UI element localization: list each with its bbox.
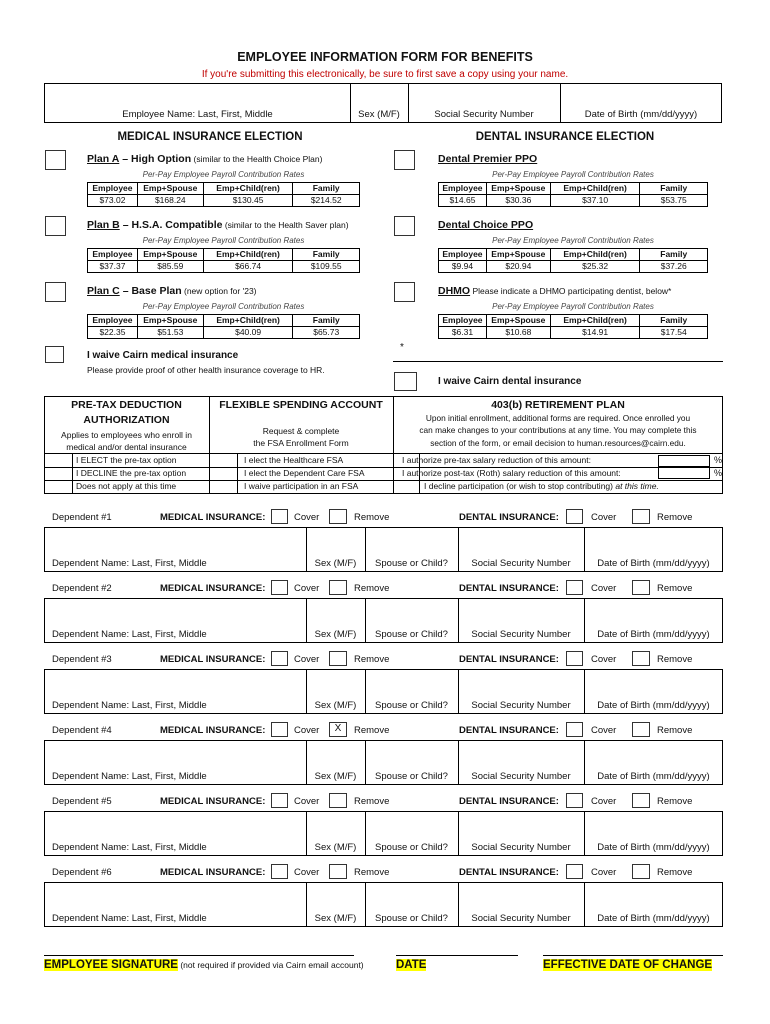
- dependent-name-field[interactable]: [45, 599, 305, 625]
- save-instruction: If you're submitting this electronically, be sure to first save a copy using your name.: [201, 69, 569, 80]
- effective-date-field[interactable]: [543, 935, 723, 954]
- medical-rates-caption: Per-Pay Employee Payroll Contribution Rates: [142, 170, 305, 179]
- dependent-medical-remove-label: Remove: [354, 725, 390, 736]
- dependent-dob-field[interactable]: [585, 812, 722, 838]
- dependent-medical-label: MEDICAL INSURANCE:: [160, 512, 266, 523]
- rate-header: Employee: [439, 183, 487, 195]
- dependent-relation-label: Spouse or Child?: [375, 629, 448, 640]
- medical-rates-caption: Per-Pay Employee Payroll Contribution Rates: [142, 302, 305, 311]
- employee-name-field[interactable]: [45, 84, 349, 106]
- dependent-dob-label: Date of Birth (mm/dd/yyyy): [597, 842, 710, 853]
- dependent-medical-remove-label: Remove: [354, 867, 390, 878]
- rate-value: $37.26: [640, 261, 708, 273]
- dental-plan-1-title: [438, 153, 537, 165]
- medical-rates-caption: Per-Pay Employee Payroll Contribution Rates: [142, 236, 305, 245]
- dental-heading: DENTAL INSURANCE ELECTION: [475, 131, 655, 143]
- rate-header: Emp+Spouse: [486, 183, 550, 195]
- medical-plan-3-note: (new option for '23): [181, 286, 257, 296]
- roth-amount-input[interactable]: [658, 467, 710, 479]
- fsa-option-3-checkbox[interactable]: [210, 481, 236, 492]
- retirement-pretax-label: I authorize pre-tax salary reduction of this amount:: [402, 455, 591, 465]
- dependent-medical-cover-label: Cover: [294, 654, 320, 665]
- dependent-ssn-label: Social Security Number: [471, 913, 571, 924]
- medical-plan-2-checkbox[interactable]: [45, 216, 66, 236]
- dhmo-dentist-field[interactable]: [408, 342, 720, 360]
- check-mark: [330, 865, 346, 878]
- dependent-dental-cover-checkbox[interactable]: [566, 580, 583, 595]
- dependent-dob-field[interactable]: [585, 528, 722, 554]
- dependent-relation-field[interactable]: [366, 670, 457, 696]
- dependent-medical-remove-checkbox[interactable]: [329, 793, 347, 808]
- dental-plan-1-name: Dental Premier PPO: [438, 153, 538, 165]
- dependent-relation-label: Spouse or Child?: [375, 913, 448, 924]
- waive-medical-label: I waive Cairn medical insurance: [87, 350, 239, 361]
- pretax-option-1-checkbox[interactable]: [45, 455, 71, 466]
- rate-value: $22.35: [88, 327, 138, 339]
- employee-ssn-field[interactable]: [409, 84, 559, 106]
- dependent-dental-cover-label: Cover: [591, 583, 617, 594]
- dependent-dob-label: Date of Birth (mm/dd/yyyy): [597, 629, 710, 640]
- fsa-desc: Request & complete: [262, 426, 340, 436]
- dependent-ssn-field[interactable]: [459, 883, 583, 909]
- dependent-dental-cover-checkbox[interactable]: [566, 864, 583, 879]
- rate-header: Emp+Spouse: [137, 315, 203, 327]
- pretax-option-1: I ELECT the pre-tax option: [76, 455, 177, 465]
- dependent-dental-label: DENTAL INSURANCE:: [459, 512, 559, 523]
- retirement-decline-text: I decline participation (or wish to stop contributing): [424, 481, 616, 491]
- fsa-option-3: I waive participation in an FSA: [244, 481, 359, 491]
- medical-plan-3-checkbox[interactable]: [45, 282, 66, 302]
- dependent-relation-field[interactable]: [366, 812, 457, 838]
- medical-plan-3-name: Plan C: [87, 285, 120, 297]
- rate-value: $25.32: [550, 261, 640, 273]
- dependent-relation-label: Spouse or Child?: [375, 771, 448, 782]
- dependent-sex-field[interactable]: [307, 528, 364, 554]
- dependent-name-label: Dependent Name: Last, First, Middle: [52, 842, 207, 853]
- rate-header: Emp+Child(ren): [550, 315, 640, 327]
- dependent-dental-remove-label: Remove: [657, 725, 693, 736]
- pretax-title-2: AUTHORIZATION: [83, 414, 170, 426]
- dependent-dental-label: DENTAL INSURANCE:: [459, 867, 559, 878]
- dependent-name-field[interactable]: [45, 670, 305, 696]
- employee-dob-field[interactable]: [561, 84, 721, 106]
- rate-header: Emp+Child(ren): [203, 249, 293, 261]
- rate-header: Emp+Child(ren): [203, 315, 293, 327]
- dependent-sex-label: Sex (M/F): [314, 629, 357, 640]
- dental-plan-3-note: Please indicate a DHMO participating dentist, below*: [470, 286, 672, 296]
- dependent-sex-field[interactable]: [307, 599, 364, 625]
- check-mark: [330, 794, 346, 807]
- dental-plan-3-title: [438, 285, 671, 297]
- dependent-dob-field[interactable]: [585, 670, 722, 696]
- dependent-name-label: Dependent Name: Last, First, Middle: [52, 913, 207, 924]
- dependent-name-label: Dependent Name: Last, First, Middle: [52, 629, 207, 640]
- medical-plan-1-note: (similar to the Health Choice Plan): [191, 154, 323, 164]
- dependent-name-label: Dependent Name: Last, First, Middle: [52, 558, 207, 569]
- rate-value: $73.02: [88, 195, 138, 207]
- pretax-option-3-checkbox[interactable]: [45, 481, 71, 492]
- check-mark: X: [334, 723, 342, 734]
- retirement-option-3-checkbox[interactable]: [394, 481, 418, 492]
- waive-dental-checkbox[interactable]: [394, 372, 417, 391]
- medical-plan-1-desc: – High Option: [122, 153, 192, 165]
- dependent-dental-remove-label: Remove: [657, 867, 693, 878]
- rate-value: $65.73: [293, 327, 360, 339]
- dependent-dental-label: DENTAL INSURANCE:: [459, 583, 559, 594]
- dependent-medical-label: MEDICAL INSURANCE:: [160, 725, 266, 736]
- dental-plan-2-checkbox[interactable]: [394, 216, 415, 236]
- rate-value: $9.94: [439, 261, 487, 273]
- dependent-dental-remove-checkbox[interactable]: [632, 722, 650, 737]
- dependent-medical-cover-checkbox[interactable]: [271, 722, 288, 737]
- dependent-dental-remove-label: Remove: [657, 583, 693, 594]
- dependent-dental-remove-label: Remove: [657, 796, 693, 807]
- rate-header: Emp+Child(ren): [550, 183, 640, 195]
- employee-name-label: Employee Name: Last, First, Middle: [122, 109, 273, 120]
- dependent-medical-remove-label: Remove: [354, 654, 390, 665]
- waive-medical-note: Please provide proof of other health insurance coverage to HR.: [87, 365, 325, 375]
- rate-header: Family: [640, 249, 708, 261]
- dental-rates-caption: Per-Pay Employee Payroll Contribution Rates: [492, 236, 654, 245]
- dependent-label: Dependent #1: [52, 512, 112, 523]
- dependent-dental-label: DENTAL INSURANCE:: [459, 654, 559, 665]
- pretax-desc-2: medical and/or dental insurance: [66, 442, 187, 452]
- dependent-medical-cover-checkbox[interactable]: [271, 864, 288, 879]
- dependent-medical-cover-checkbox[interactable]: [271, 509, 288, 524]
- check-mark: [330, 581, 346, 594]
- rate-value: $85.59: [137, 261, 203, 273]
- rate-value: $20.94: [486, 261, 550, 273]
- dependent-medical-remove-label: Remove: [354, 512, 390, 523]
- dependent-medical-label: MEDICAL INSURANCE:: [160, 796, 266, 807]
- dependent-label: Dependent #6: [52, 867, 112, 878]
- dependent-relation-label: Spouse or Child?: [375, 558, 448, 569]
- dependent-dental-remove-checkbox[interactable]: [632, 509, 650, 524]
- rate-value: $66.74: [203, 261, 293, 273]
- dependent-medical-label: MEDICAL INSURANCE:: [160, 867, 266, 878]
- rate-header: Employee: [439, 315, 487, 327]
- pretax-option-2-checkbox[interactable]: [45, 468, 71, 479]
- dependent-dental-cover-label: Cover: [591, 512, 617, 523]
- rate-value: $37.37: [88, 261, 138, 273]
- dependent-dental-label: DENTAL INSURANCE:: [459, 725, 559, 736]
- rate-header: Employee: [88, 183, 138, 195]
- dependent-sex-label: Sex (M/F): [314, 913, 357, 924]
- dental-plan-2-rates-table: [438, 248, 708, 273]
- waive-medical-checkbox[interactable]: [45, 346, 64, 363]
- dependent-sex-field[interactable]: [307, 812, 364, 838]
- dependent-medical-remove-checkbox[interactable]: [329, 509, 347, 524]
- dependent-name-field[interactable]: [45, 812, 305, 838]
- dependent-ssn-label: Social Security Number: [471, 842, 571, 853]
- date-label: DATE: [396, 959, 427, 971]
- dependent-relation-field[interactable]: [366, 528, 457, 554]
- dependent-dental-remove-checkbox[interactable]: [632, 651, 650, 666]
- medical-plan-1-rates-table: [87, 182, 360, 207]
- retirement-decline-emphasis: at this time.: [615, 481, 659, 491]
- employee-sex-field[interactable]: [351, 84, 407, 106]
- dependent-medical-remove-checkbox[interactable]: [329, 651, 347, 666]
- effective-date-label: EFFECTIVE DATE OF CHANGE: [543, 959, 713, 971]
- signature-label: EMPLOYEE SIGNATURE: [44, 959, 178, 971]
- rate-header: Family: [293, 249, 360, 261]
- waive-dental-label: I waive Cairn dental insurance: [438, 376, 582, 387]
- dental-rates-caption: Per-Pay Employee Payroll Contribution Rates: [492, 170, 654, 179]
- fsa-option-1: I elect the Healthcare FSA: [244, 455, 344, 465]
- retirement-desc: Upon initial enrollment, additional forms are required. Once enrolled you: [425, 413, 691, 423]
- dependent-label: Dependent #3: [52, 654, 112, 665]
- rate-value: $53.75: [640, 195, 708, 207]
- medical-plan-2-rates-table: [87, 248, 360, 273]
- dependent-medical-cover-checkbox[interactable]: [271, 793, 288, 808]
- dependent-medical-remove-label: Remove: [354, 796, 390, 807]
- medical-plan-1-checkbox[interactable]: [45, 150, 66, 170]
- dental-plan-1-checkbox[interactable]: [394, 150, 415, 170]
- dependent-relation-field[interactable]: [366, 741, 457, 767]
- dependent-sex-field[interactable]: [307, 883, 364, 909]
- dependent-dob-field[interactable]: [585, 883, 722, 909]
- rate-value: $214.52: [293, 195, 360, 207]
- dependent-label: Dependent #5: [52, 796, 112, 807]
- dependent-dob-label: Date of Birth (mm/dd/yyyy): [597, 700, 710, 711]
- dependent-ssn-field[interactable]: [459, 599, 583, 625]
- medical-heading: MEDICAL INSURANCE ELECTION: [117, 131, 303, 143]
- dependent-sex-label: Sex (M/F): [314, 842, 357, 853]
- medical-plan-2-title: [87, 219, 349, 231]
- rate-header: Employee: [88, 249, 138, 261]
- dependent-label: Dependent #2: [52, 583, 112, 594]
- medical-plan-2-desc: – H.S.A. Compatible: [122, 219, 223, 231]
- dependent-relation-field[interactable]: [366, 883, 457, 909]
- pretax-title: PRE-TAX DEDUCTION: [71, 399, 182, 411]
- rate-header: Family: [293, 315, 360, 327]
- dependent-dental-cover-checkbox[interactable]: [566, 722, 583, 737]
- dependent-dental-cover-label: Cover: [591, 725, 617, 736]
- employee-sex-label: Sex (M/F): [358, 109, 400, 120]
- page-title: EMPLOYEE INFORMATION FORM FOR BENEFITS: [237, 50, 533, 64]
- dependent-name-field[interactable]: [45, 883, 305, 909]
- dependent-ssn-label: Social Security Number: [471, 629, 571, 640]
- dependent-medical-cover-label: Cover: [294, 796, 320, 807]
- dependent-dental-cover-checkbox[interactable]: [566, 509, 583, 524]
- dependent-ssn-label: Social Security Number: [471, 771, 571, 782]
- rate-header: Family: [640, 183, 708, 195]
- retirement-title: 403(b) RETIREMENT PLAN: [491, 399, 625, 411]
- dependent-dental-cover-label: Cover: [591, 796, 617, 807]
- fsa-option-2: I elect the Dependent Care FSA: [244, 468, 365, 478]
- dependent-name-label: Dependent Name: Last, First, Middle: [52, 771, 207, 782]
- dependent-dental-cover-label: Cover: [591, 867, 617, 878]
- dependent-dental-cover-label: Cover: [591, 654, 617, 665]
- rate-value: $17.54: [640, 327, 708, 339]
- pretax-option-2: I DECLINE the pre-tax option: [76, 468, 187, 478]
- dependent-name-field[interactable]: [45, 528, 305, 554]
- dependent-medical-cover-label: Cover: [294, 725, 320, 736]
- dependent-ssn-label: Social Security Number: [471, 558, 571, 569]
- dental-plan-3-name: DHMO: [438, 285, 471, 297]
- date-field[interactable]: [396, 935, 518, 954]
- dependent-ssn-field[interactable]: [459, 670, 583, 696]
- dependent-ssn-label: Social Security Number: [471, 700, 571, 711]
- dental-plan-3-checkbox[interactable]: [394, 282, 415, 302]
- dependent-dental-label: DENTAL INSURANCE:: [459, 796, 559, 807]
- pretax-option-3: Does not apply at this time: [76, 481, 177, 491]
- dependent-sex-label: Sex (M/F): [314, 700, 357, 711]
- dental-plan-2-title: [438, 219, 533, 231]
- rate-value: $37.10: [550, 195, 640, 207]
- retirement-decline-label: [424, 481, 659, 491]
- rate-header: Emp+Spouse: [137, 249, 203, 261]
- medical-plan-2-name: Plan B: [87, 219, 120, 231]
- signature-note: (not required if provided via Cairn email account): [177, 960, 364, 970]
- dependent-dental-remove-label: Remove: [657, 512, 693, 523]
- medical-plan-1-title: [87, 153, 322, 165]
- dependent-dob-field[interactable]: [585, 741, 722, 767]
- dependent-dental-cover-checkbox[interactable]: [566, 793, 583, 808]
- dependent-sex-field[interactable]: [307, 670, 364, 696]
- dependent-ssn-field[interactable]: [459, 528, 583, 554]
- dependent-relation-label: Spouse or Child?: [375, 842, 448, 853]
- dependent-medical-cover-label: Cover: [294, 583, 320, 594]
- dependent-medical-remove-checkbox[interactable]: [329, 864, 347, 879]
- rate-header: Emp+Spouse: [137, 183, 203, 195]
- dependent-dental-remove-checkbox[interactable]: [632, 864, 650, 879]
- dependent-medical-label: MEDICAL INSURANCE:: [160, 654, 266, 665]
- rate-header: Emp+Spouse: [486, 315, 550, 327]
- check-mark: [330, 510, 346, 523]
- dependent-medical-cover-label: Cover: [294, 867, 320, 878]
- rate-header: Emp+Spouse: [486, 249, 550, 261]
- rate-value: $14.65: [439, 195, 487, 207]
- dependent-sex-field[interactable]: [307, 741, 364, 767]
- retirement-desc-2: can make changes to your contributions at any time. You may complete this: [419, 425, 697, 435]
- dependent-medical-cover-label: Cover: [294, 512, 320, 523]
- medical-plan-3-desc: – Base Plan: [122, 285, 182, 297]
- rate-value: $10.68: [486, 327, 550, 339]
- dependent-sex-label: Sex (M/F): [314, 558, 357, 569]
- retirement-desc-3: section of the form, or email decision to human.resources@cairn.edu.: [430, 438, 686, 448]
- rate-header: Family: [293, 183, 360, 195]
- rate-header: Employee: [88, 315, 138, 327]
- dependent-dob-label: Date of Birth (mm/dd/yyyy): [597, 558, 710, 569]
- dependent-dob-field[interactable]: [585, 599, 722, 625]
- dependent-medical-remove-checkbox[interactable]: [329, 722, 347, 737]
- medical-plan-1-name: Plan A: [87, 153, 120, 165]
- rate-value: $14.91: [550, 327, 640, 339]
- dependent-dob-label: Date of Birth (mm/dd/yyyy): [597, 771, 710, 782]
- rate-header: Family: [640, 315, 708, 327]
- medical-plan-3-title: [87, 285, 257, 297]
- dependent-sex-label: Sex (M/F): [314, 771, 357, 782]
- rate-value: $6.31: [439, 327, 487, 339]
- dependent-medical-remove-label: Remove: [354, 583, 390, 594]
- dental-rates-caption: Per-Pay Employee Payroll Contribution Rates: [492, 302, 654, 311]
- dependent-relation-field[interactable]: [366, 599, 457, 625]
- dependent-dental-remove-label: Remove: [657, 654, 693, 665]
- rate-header: Employee: [439, 249, 487, 261]
- dependent-relation-label: Spouse or Child?: [375, 700, 448, 711]
- fsa-desc-2: the FSA Enrollment Form: [253, 438, 349, 448]
- fsa-title: FLEXIBLE SPENDING ACCOUNT: [219, 399, 383, 411]
- pretax-amount-input[interactable]: [658, 455, 710, 467]
- dependent-medical-label: MEDICAL INSURANCE:: [160, 583, 266, 594]
- rate-value: $168.24: [137, 195, 203, 207]
- dependent-dental-remove-checkbox[interactable]: [632, 580, 650, 595]
- dental-plan-2-name: Dental Choice PPO: [438, 219, 534, 231]
- dental-plan-1-rates-table: [438, 182, 708, 207]
- retirement-roth-label: I authorize post-tax (Roth) salary reduction of this amount:: [402, 468, 621, 478]
- rate-value: $30.36: [486, 195, 550, 207]
- check-mark: [330, 652, 346, 665]
- rate-header: Emp+Child(ren): [550, 249, 640, 261]
- employee-ssn-label: Social Security Number: [434, 109, 534, 120]
- employee-dob-label: Date of Birth (mm/dd/yyyy): [584, 109, 698, 120]
- dependent-medical-cover-checkbox[interactable]: [271, 580, 288, 595]
- medical-plan-3-rates-table: [87, 314, 360, 339]
- rate-value: $40.09: [203, 327, 293, 339]
- rate-value: $109.55: [293, 261, 360, 273]
- medical-plan-2-note: (similar to the Health Saver plan): [222, 220, 349, 230]
- dependent-dental-remove-checkbox[interactable]: [632, 793, 650, 808]
- percent-sign: %: [714, 455, 723, 465]
- rate-header: Emp+Child(ren): [203, 183, 293, 195]
- dependent-ssn-field[interactable]: [459, 741, 583, 767]
- pretax-desc: Applies to employees who enroll in: [61, 430, 192, 440]
- rate-value: $130.45: [203, 195, 293, 207]
- dependent-dental-cover-checkbox[interactable]: [566, 651, 583, 666]
- fsa-option-1-checkbox[interactable]: [210, 455, 236, 466]
- dependent-name-label: Dependent Name: Last, First, Middle: [52, 700, 207, 711]
- dependent-name-field[interactable]: [45, 741, 305, 767]
- signature-field[interactable]: [44, 935, 354, 954]
- dhmo-asterisk: *: [400, 342, 404, 353]
- dependent-dob-label: Date of Birth (mm/dd/yyyy): [597, 913, 710, 924]
- percent-sign: %: [714, 468, 723, 478]
- dependent-medical-cover-checkbox[interactable]: [271, 651, 288, 666]
- dependent-ssn-field[interactable]: [459, 812, 583, 838]
- fsa-option-2-checkbox[interactable]: [210, 468, 236, 479]
- dependent-medical-remove-checkbox[interactable]: [329, 580, 347, 595]
- dependent-label: Dependent #4: [52, 725, 112, 736]
- dental-plan-3-rates-table: [438, 314, 708, 339]
- rate-value: $51.53: [137, 327, 203, 339]
